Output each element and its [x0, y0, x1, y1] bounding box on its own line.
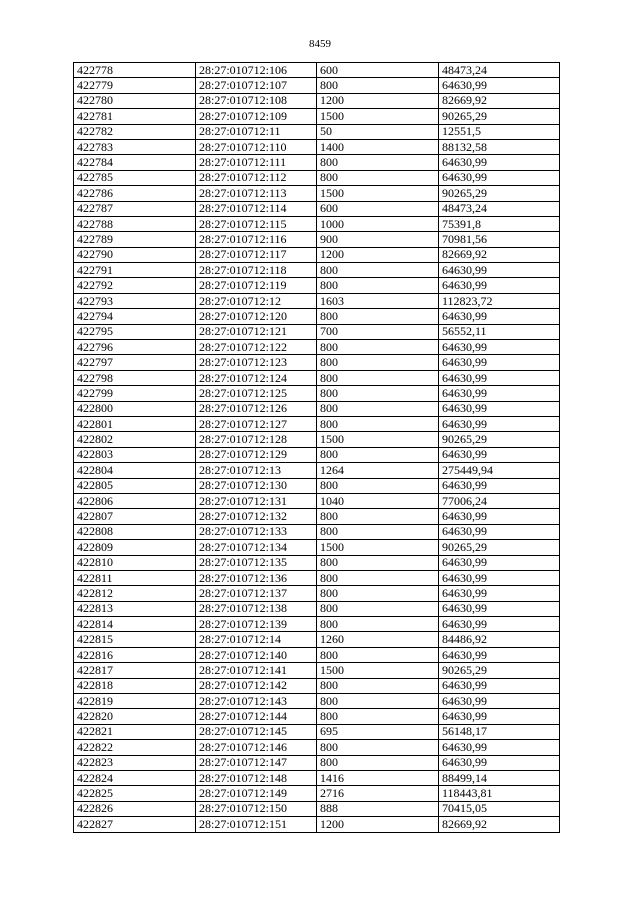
area-cell: 800: [317, 355, 439, 370]
cadastral-number-cell: 28:27:010712:123: [196, 355, 317, 370]
row-number-cell: 422792: [74, 278, 196, 293]
value-cell: 64630,99: [439, 555, 560, 570]
cadastral-number-cell: 28:27:010712:12: [196, 293, 317, 308]
row-number-cell: 422818: [74, 678, 196, 693]
area-cell: 800: [317, 647, 439, 662]
cadastral-number-cell: 28:27:010712:118: [196, 263, 317, 278]
table-row: [74, 309, 560, 324]
page-number: 8459: [309, 38, 331, 50]
table-row: [74, 740, 560, 755]
area-cell: 800: [317, 170, 439, 185]
row-number-cell: 422802: [74, 432, 196, 447]
row-number-cell: 422821: [74, 724, 196, 739]
table-row: [74, 370, 560, 385]
cadastral-number-cell: 28:27:010712:109: [196, 109, 317, 124]
area-cell: 2716: [317, 786, 439, 801]
row-number-cell: 422812: [74, 586, 196, 601]
cadastral-number-cell: 28:27:010712:130: [196, 478, 317, 493]
value-cell: 64630,99: [439, 509, 560, 524]
cadastral-number-cell: 28:27:010712:139: [196, 617, 317, 632]
row-number-cell: 422824: [74, 770, 196, 785]
table-body: [74, 63, 560, 833]
value-cell: 64630,99: [439, 601, 560, 616]
row-number-cell: 422805: [74, 478, 196, 493]
value-cell: 112823,72: [439, 293, 560, 308]
table-row: [74, 555, 560, 570]
area-cell: 900: [317, 232, 439, 247]
area-cell: 800: [317, 555, 439, 570]
value-cell: 275449,94: [439, 463, 560, 478]
value-cell: 48473,24: [439, 63, 560, 78]
table-row: [74, 694, 560, 709]
area-cell: 1500: [317, 663, 439, 678]
area-cell: 800: [317, 155, 439, 170]
value-cell: 84486,92: [439, 632, 560, 647]
table-row: [74, 570, 560, 585]
row-number-cell: 422825: [74, 786, 196, 801]
value-cell: 90265,29: [439, 186, 560, 201]
table-row: [74, 201, 560, 216]
cadastral-number-cell: 28:27:010712:151: [196, 817, 317, 832]
value-cell: 64630,99: [439, 755, 560, 770]
cadastral-number-cell: 28:27:010712:129: [196, 447, 317, 462]
cadastral-number-cell: 28:27:010712:128: [196, 432, 317, 447]
table-row: [74, 401, 560, 416]
area-cell: 800: [317, 694, 439, 709]
row-number-cell: 422803: [74, 447, 196, 462]
table-row: [74, 416, 560, 431]
table-row: [74, 324, 560, 339]
area-cell: 800: [317, 386, 439, 401]
table-row: [74, 770, 560, 785]
cadastral-number-cell: 28:27:010712:132: [196, 509, 317, 524]
row-number-cell: 422800: [74, 401, 196, 416]
row-number-cell: 422807: [74, 509, 196, 524]
area-cell: 1500: [317, 186, 439, 201]
row-number-cell: 422780: [74, 93, 196, 108]
value-cell: 64630,99: [439, 309, 560, 324]
value-cell: 64630,99: [439, 155, 560, 170]
area-cell: 800: [317, 370, 439, 385]
row-number-cell: 422788: [74, 216, 196, 231]
row-number-cell: 422808: [74, 524, 196, 539]
value-cell: 64630,99: [439, 647, 560, 662]
cadastral-number-cell: 28:27:010712:113: [196, 186, 317, 201]
table-row: [74, 493, 560, 508]
table-row: [74, 632, 560, 647]
cadastral-number-cell: 28:27:010712:120: [196, 309, 317, 324]
area-cell: 800: [317, 416, 439, 431]
row-number-cell: 422809: [74, 540, 196, 555]
cadastral-number-cell: 28:27:010712:126: [196, 401, 317, 416]
area-cell: 800: [317, 278, 439, 293]
cadastral-number-cell: 28:27:010712:146: [196, 740, 317, 755]
area-cell: 695: [317, 724, 439, 739]
row-number-cell: 422822: [74, 740, 196, 755]
area-cell: 1416: [317, 770, 439, 785]
cadastral-number-cell: 28:27:010712:141: [196, 663, 317, 678]
area-cell: 888: [317, 801, 439, 816]
table-row: [74, 109, 560, 124]
area-cell: 1200: [317, 247, 439, 262]
row-number-cell: 422797: [74, 355, 196, 370]
value-cell: 56552,11: [439, 324, 560, 339]
table-row: [74, 155, 560, 170]
table-row: [74, 755, 560, 770]
cadastral-number-cell: 28:27:010712:124: [196, 370, 317, 385]
cadastral-number-cell: 28:27:010712:137: [196, 586, 317, 601]
table-row: [74, 786, 560, 801]
area-cell: 800: [317, 478, 439, 493]
row-number-cell: 422785: [74, 170, 196, 185]
value-cell: 70981,56: [439, 232, 560, 247]
value-cell: 88499,14: [439, 770, 560, 785]
area-cell: 800: [317, 601, 439, 616]
table-row: [74, 663, 560, 678]
area-cell: 1200: [317, 817, 439, 832]
row-number-cell: 422801: [74, 416, 196, 431]
area-cell: 600: [317, 201, 439, 216]
row-number-cell: 422816: [74, 647, 196, 662]
value-cell: 82669,92: [439, 247, 560, 262]
cadastral-number-cell: 28:27:010712:138: [196, 601, 317, 616]
cadastral-number-cell: 28:27:010712:122: [196, 340, 317, 355]
cadastral-number-cell: 28:27:010712:133: [196, 524, 317, 539]
table-row: [74, 678, 560, 693]
row-number-cell: 422787: [74, 201, 196, 216]
value-cell: 48473,24: [439, 201, 560, 216]
value-cell: 64630,99: [439, 386, 560, 401]
cadastral-number-cell: 28:27:010712:112: [196, 170, 317, 185]
table-row: [74, 124, 560, 139]
row-number-cell: 422813: [74, 601, 196, 616]
cadastral-number-cell: 28:27:010712:106: [196, 63, 317, 78]
area-cell: 800: [317, 263, 439, 278]
area-cell: 50: [317, 124, 439, 139]
area-cell: 800: [317, 524, 439, 539]
table-row: [74, 247, 560, 262]
row-number-cell: 422810: [74, 555, 196, 570]
value-cell: 64630,99: [439, 355, 560, 370]
table-row: [74, 263, 560, 278]
table-row: [74, 447, 560, 462]
area-cell: 1500: [317, 540, 439, 555]
area-cell: 800: [317, 755, 439, 770]
table-row: [74, 386, 560, 401]
cadastral-number-cell: 28:27:010712:121: [196, 324, 317, 339]
row-number-cell: 422793: [74, 293, 196, 308]
area-cell: 1000: [317, 216, 439, 231]
value-cell: 64630,99: [439, 678, 560, 693]
table-row: [74, 478, 560, 493]
cadastral-number-cell: 28:27:010712:107: [196, 78, 317, 93]
value-cell: 64630,99: [439, 78, 560, 93]
table-row: [74, 709, 560, 724]
cadastral-number-cell: 28:27:010712:150: [196, 801, 317, 816]
row-number-cell: 422799: [74, 386, 196, 401]
area-cell: 800: [317, 709, 439, 724]
value-cell: 70415,05: [439, 801, 560, 816]
area-cell: 1200: [317, 93, 439, 108]
cadastral-number-cell: 28:27:010712:134: [196, 540, 317, 555]
value-cell: 82669,92: [439, 817, 560, 832]
value-cell: 90265,29: [439, 540, 560, 555]
value-cell: 64630,99: [439, 401, 560, 416]
area-cell: 700: [317, 324, 439, 339]
table-row: [74, 724, 560, 739]
row-number-cell: 422795: [74, 324, 196, 339]
value-cell: 64630,99: [439, 278, 560, 293]
cadastral-number-cell: 28:27:010712:117: [196, 247, 317, 262]
table-row: [74, 139, 560, 154]
table-row: [74, 170, 560, 185]
table-row: [74, 540, 560, 555]
cadastral-number-cell: 28:27:010712:111: [196, 155, 317, 170]
table-row: [74, 340, 560, 355]
area-cell: 1264: [317, 463, 439, 478]
value-cell: 12551,5: [439, 124, 560, 139]
table-row: [74, 617, 560, 632]
row-number-cell: 422819: [74, 694, 196, 709]
table-row: [74, 216, 560, 231]
value-cell: 64630,99: [439, 170, 560, 185]
value-cell: 64630,99: [439, 570, 560, 585]
row-number-cell: 422796: [74, 340, 196, 355]
cadastral-number-cell: 28:27:010712:131: [196, 493, 317, 508]
cadastral-number-cell: 28:27:010712:11: [196, 124, 317, 139]
cadastral-number-cell: 28:27:010712:119: [196, 278, 317, 293]
value-cell: 64630,99: [439, 524, 560, 539]
area-cell: 1400: [317, 139, 439, 154]
cadastral-number-cell: 28:27:010712:127: [196, 416, 317, 431]
cadastral-number-cell: 28:27:010712:148: [196, 770, 317, 785]
value-cell: 88132,58: [439, 139, 560, 154]
row-number-cell: 422817: [74, 663, 196, 678]
value-cell: 64630,99: [439, 617, 560, 632]
row-number-cell: 422798: [74, 370, 196, 385]
area-cell: 800: [317, 570, 439, 585]
row-number-cell: 422806: [74, 493, 196, 508]
value-cell: 56148,17: [439, 724, 560, 739]
cadastral-number-cell: 28:27:010712:13: [196, 463, 317, 478]
row-number-cell: 422783: [74, 139, 196, 154]
cadastral-number-cell: 28:27:010712:149: [196, 786, 317, 801]
cadastral-number-cell: 28:27:010712:108: [196, 93, 317, 108]
area-cell: 800: [317, 586, 439, 601]
cadastral-number-cell: 28:27:010712:114: [196, 201, 317, 216]
cadastral-number-cell: 28:27:010712:116: [196, 232, 317, 247]
area-cell: 1603: [317, 293, 439, 308]
area-cell: 800: [317, 509, 439, 524]
table-row: [74, 293, 560, 308]
row-number-cell: 422815: [74, 632, 196, 647]
area-cell: 800: [317, 340, 439, 355]
row-number-cell: 422814: [74, 617, 196, 632]
area-cell: 800: [317, 401, 439, 416]
value-cell: 90265,29: [439, 432, 560, 447]
value-cell: 64630,99: [439, 740, 560, 755]
value-cell: 64630,99: [439, 447, 560, 462]
row-number-cell: 422804: [74, 463, 196, 478]
table-row: [74, 278, 560, 293]
row-number-cell: 422784: [74, 155, 196, 170]
data-table: [73, 62, 560, 833]
area-cell: 1500: [317, 109, 439, 124]
row-number-cell: 422827: [74, 817, 196, 832]
value-cell: 64630,99: [439, 340, 560, 355]
row-number-cell: 422778: [74, 63, 196, 78]
table-row: [74, 647, 560, 662]
table-row: [74, 801, 560, 816]
row-number-cell: 422826: [74, 801, 196, 816]
row-number-cell: 422811: [74, 570, 196, 585]
area-cell: 800: [317, 78, 439, 93]
value-cell: 64630,99: [439, 709, 560, 724]
row-number-cell: 422791: [74, 263, 196, 278]
value-cell: 77006,24: [439, 493, 560, 508]
value-cell: 90265,29: [439, 109, 560, 124]
table-row: [74, 78, 560, 93]
table-row: [74, 355, 560, 370]
row-number-cell: 422779: [74, 78, 196, 93]
value-cell: 82669,92: [439, 93, 560, 108]
table-row: [74, 586, 560, 601]
cadastral-number-cell: 28:27:010712:14: [196, 632, 317, 647]
table-row: [74, 601, 560, 616]
cadastral-number-cell: 28:27:010712:140: [196, 647, 317, 662]
area-cell: 800: [317, 309, 439, 324]
value-cell: 64630,99: [439, 263, 560, 278]
cadastral-number-cell: 28:27:010712:142: [196, 678, 317, 693]
table-row: [74, 93, 560, 108]
cadastral-number-cell: 28:27:010712:115: [196, 216, 317, 231]
row-number-cell: 422790: [74, 247, 196, 262]
row-number-cell: 422789: [74, 232, 196, 247]
cadastral-number-cell: 28:27:010712:147: [196, 755, 317, 770]
cadastral-number-cell: 28:27:010712:110: [196, 139, 317, 154]
row-number-cell: 422794: [74, 309, 196, 324]
value-cell: 118443,81: [439, 786, 560, 801]
row-number-cell: 422781: [74, 109, 196, 124]
table-row: [74, 463, 560, 478]
value-cell: 64630,99: [439, 694, 560, 709]
value-cell: 64630,99: [439, 586, 560, 601]
area-cell: 800: [317, 617, 439, 632]
table-row: [74, 524, 560, 539]
row-number-cell: 422823: [74, 755, 196, 770]
area-cell: 800: [317, 447, 439, 462]
table-row: [74, 509, 560, 524]
table-row: [74, 817, 560, 832]
value-cell: 75391,8: [439, 216, 560, 231]
table-row: [74, 186, 560, 201]
value-cell: 64630,99: [439, 478, 560, 493]
row-number-cell: 422820: [74, 709, 196, 724]
value-cell: 64630,99: [439, 416, 560, 431]
cadastral-number-cell: 28:27:010712:135: [196, 555, 317, 570]
cadastral-number-cell: 28:27:010712:125: [196, 386, 317, 401]
table-row: [74, 232, 560, 247]
cadastral-number-cell: 28:27:010712:145: [196, 724, 317, 739]
table-row: [74, 432, 560, 447]
cadastral-number-cell: 28:27:010712:144: [196, 709, 317, 724]
area-cell: 1260: [317, 632, 439, 647]
row-number-cell: 422786: [74, 186, 196, 201]
value-cell: 90265,29: [439, 663, 560, 678]
area-cell: 600: [317, 63, 439, 78]
table-row: [74, 63, 560, 78]
area-cell: 800: [317, 678, 439, 693]
cadastral-number-cell: 28:27:010712:143: [196, 694, 317, 709]
row-number-cell: 422782: [74, 124, 196, 139]
area-cell: 1500: [317, 432, 439, 447]
area-cell: 1040: [317, 493, 439, 508]
area-cell: 800: [317, 740, 439, 755]
cadastral-number-cell: 28:27:010712:136: [196, 570, 317, 585]
value-cell: 64630,99: [439, 370, 560, 385]
